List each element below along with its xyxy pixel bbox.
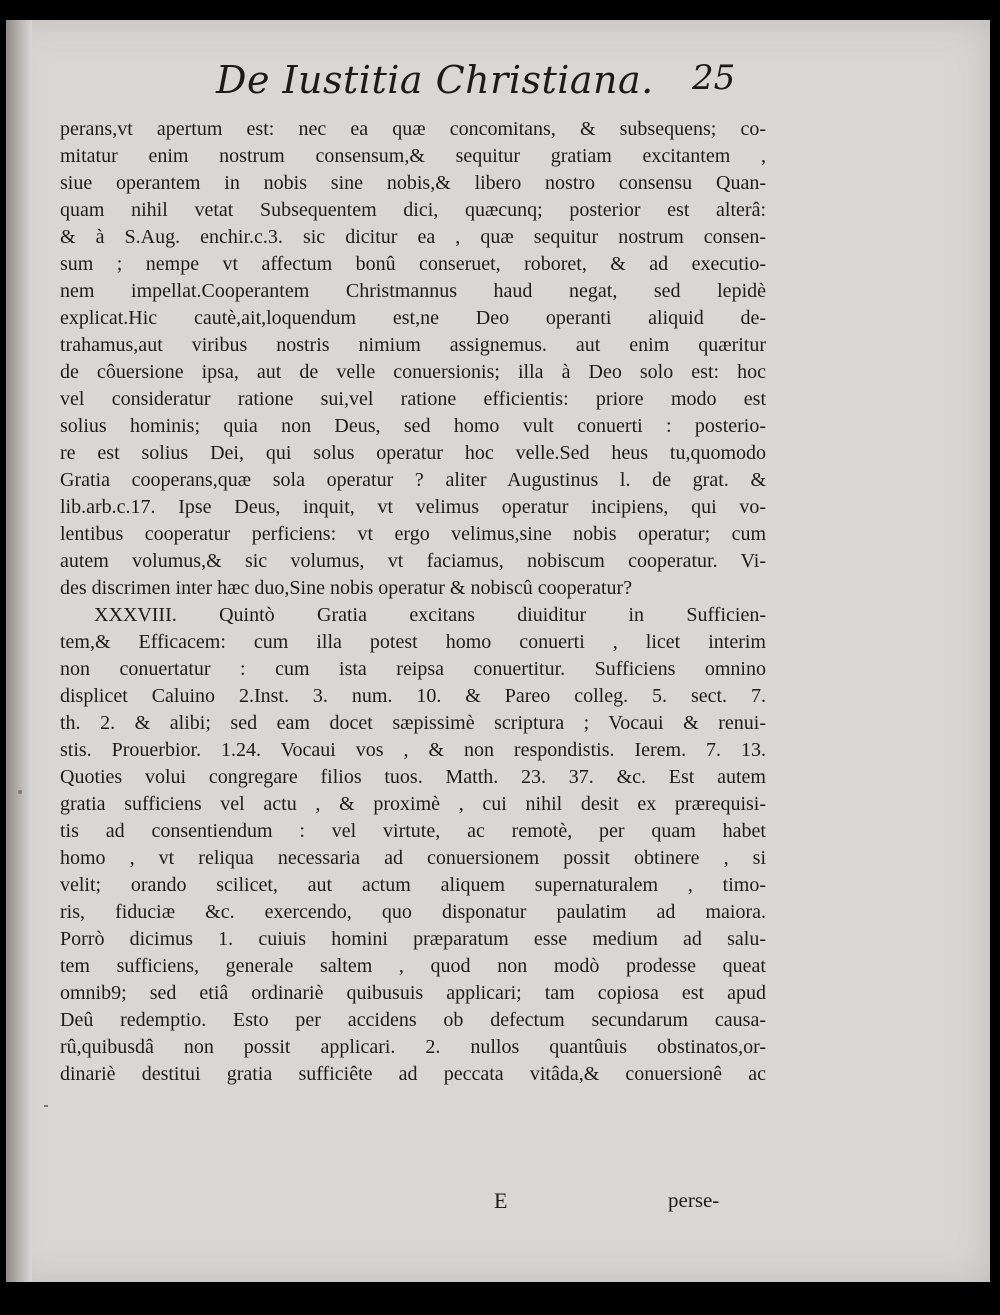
text-line: homo , vt reliqua necessaria ad conuersionem possit obtinere , si xyxy=(60,847,766,869)
text-line: omnib9; sed etiâ ordinariè quibusuis applicari; tam copiosa est apud xyxy=(60,982,766,1004)
text-line: Deû redemptio. Esto per accidens ob defectum secundarum causa- xyxy=(60,1009,766,1031)
text-line: lentibus cooperatur perficiens: vt ergo velimus,sine nobis operatur; cum xyxy=(60,523,766,545)
text-line: tem,& Efficacem: cum illa potest homo conuerti , licet interim xyxy=(60,631,766,653)
text-line: sum ; nempe vt affectum bonû conseruet, roboret, & ad executio- xyxy=(60,253,766,275)
text-line: de côuersione ipsa, aut de velle conuersionis; illa à Deo solo est: hoc xyxy=(60,361,766,383)
text-line: tem sufficiens, generale saltem , quod non modò prodesse queat xyxy=(60,955,766,977)
text-line: ris, fiduciæ &c. exercendo, quo disponatur paulatim ad maiora. xyxy=(60,901,766,923)
page-number: 25 xyxy=(692,58,736,98)
text-line: gratia sufficiens vel actu , & proximè , cui nihil desit ex prærequisi- xyxy=(60,793,766,815)
catchword: perse- xyxy=(668,1188,720,1212)
text-line: dinariè destitui gratia sufficiête ad peccata vitâda,& conuersionê ac xyxy=(60,1063,766,1085)
text-line: nem impellat.Cooperantem Christmannus haud negat, sed lepidè xyxy=(60,280,766,302)
text-line: displicet Caluino 2.Inst. 3. num. 10. & Pareo colleg. 5. sect. 7. xyxy=(60,685,766,707)
section-heading-line: XXXVIII. Quintò Gratia excitans diuiditur in Sufficien- xyxy=(94,604,766,626)
text-line: autem volumus,& sic volumus, vt faciamus, nobiscum cooperatur. Vi- xyxy=(60,550,766,572)
text-line: Gratia cooperans,quæ sola operatur ? aliter Augustinus l. de grat. & xyxy=(60,469,766,491)
text-line: re est solius Dei, qui solus operatur hoc velle.Sed heus tu,quomodo xyxy=(60,442,766,464)
text-line: non conuertatur : cum ista reipsa conuertitur. Sufficiens omnino xyxy=(60,658,766,680)
text-line: explicat.Hic cautè,ait,loquendum est,ne Deo operanti aliquid de- xyxy=(60,307,766,329)
page-footer xyxy=(6,1188,990,1222)
text-line: solius hominis; quia non Deus, sed homo vult conuerti : posterio- xyxy=(60,415,766,437)
signature-mark: E xyxy=(494,1188,508,1213)
book-page xyxy=(6,20,990,1282)
running-header xyxy=(6,58,990,118)
text-line: quam nihil vetat Subsequentem dici, quæcunq; posterior est alterâ: xyxy=(60,199,766,221)
ink-spot xyxy=(18,790,22,794)
ink-spot xyxy=(44,1105,48,1107)
text-line: th. 2. & alibi; sed eam docet sæpissimè scriptura ; Vocaui & renui- xyxy=(60,712,766,734)
text-line: siue operantem in nobis sine nobis,& libero nostro consensu Quan- xyxy=(60,172,766,194)
text-line: vel consideratur ratione sui,vel ratione efficientis: priore modo est xyxy=(60,388,766,410)
text-line: stis. Prouerbior. 1.24. Vocaui vos , & non respondistis. Ierem. 7. 13. xyxy=(60,739,766,761)
text-line: rû,quibusdâ non possit applicari. 2. nullos quantûuis obstinatos,or- xyxy=(60,1036,766,1058)
text-line: Porrò dicimus 1. cuiuis homini præparatum esse medium ad salu- xyxy=(60,928,766,950)
page-gutter xyxy=(6,20,32,1282)
running-title: De Iustitia Christiana. xyxy=(216,58,654,102)
text-line: des discrimen inter hæc duo,Sine nobis operatur & nobiscû cooperatur? xyxy=(60,577,633,599)
text-line: tis ad consentiendum : vel virtute, ac remotè, per quam habet xyxy=(60,820,766,842)
text-line: lib.arb.c.17. Ipse Deus, inquit, vt velimus operatur incipiens, qui vo- xyxy=(60,496,766,518)
text-block xyxy=(60,116,766,1088)
text-line: & à S.Aug. enchir.c.3. sic dicitur ea , quæ sequitur nostrum consen- xyxy=(60,226,766,248)
text-line: trahamus,aut viribus nostris nimium assignemus. aut enim quæritur xyxy=(60,334,766,356)
text-line: velit; orando scilicet, aut actum aliquem supernaturalem , timo- xyxy=(60,874,766,896)
text-line: mitatur enim nostrum consensum,& sequitur gratiam excitantem , xyxy=(60,145,766,167)
text-line: perans,vt apertum est: nec ea quæ concomitans, & subsequens; co- xyxy=(60,118,766,140)
text-line: Quoties volui congregare filios tuos. Matth. 23. 37. &c. Est autem xyxy=(60,766,766,788)
